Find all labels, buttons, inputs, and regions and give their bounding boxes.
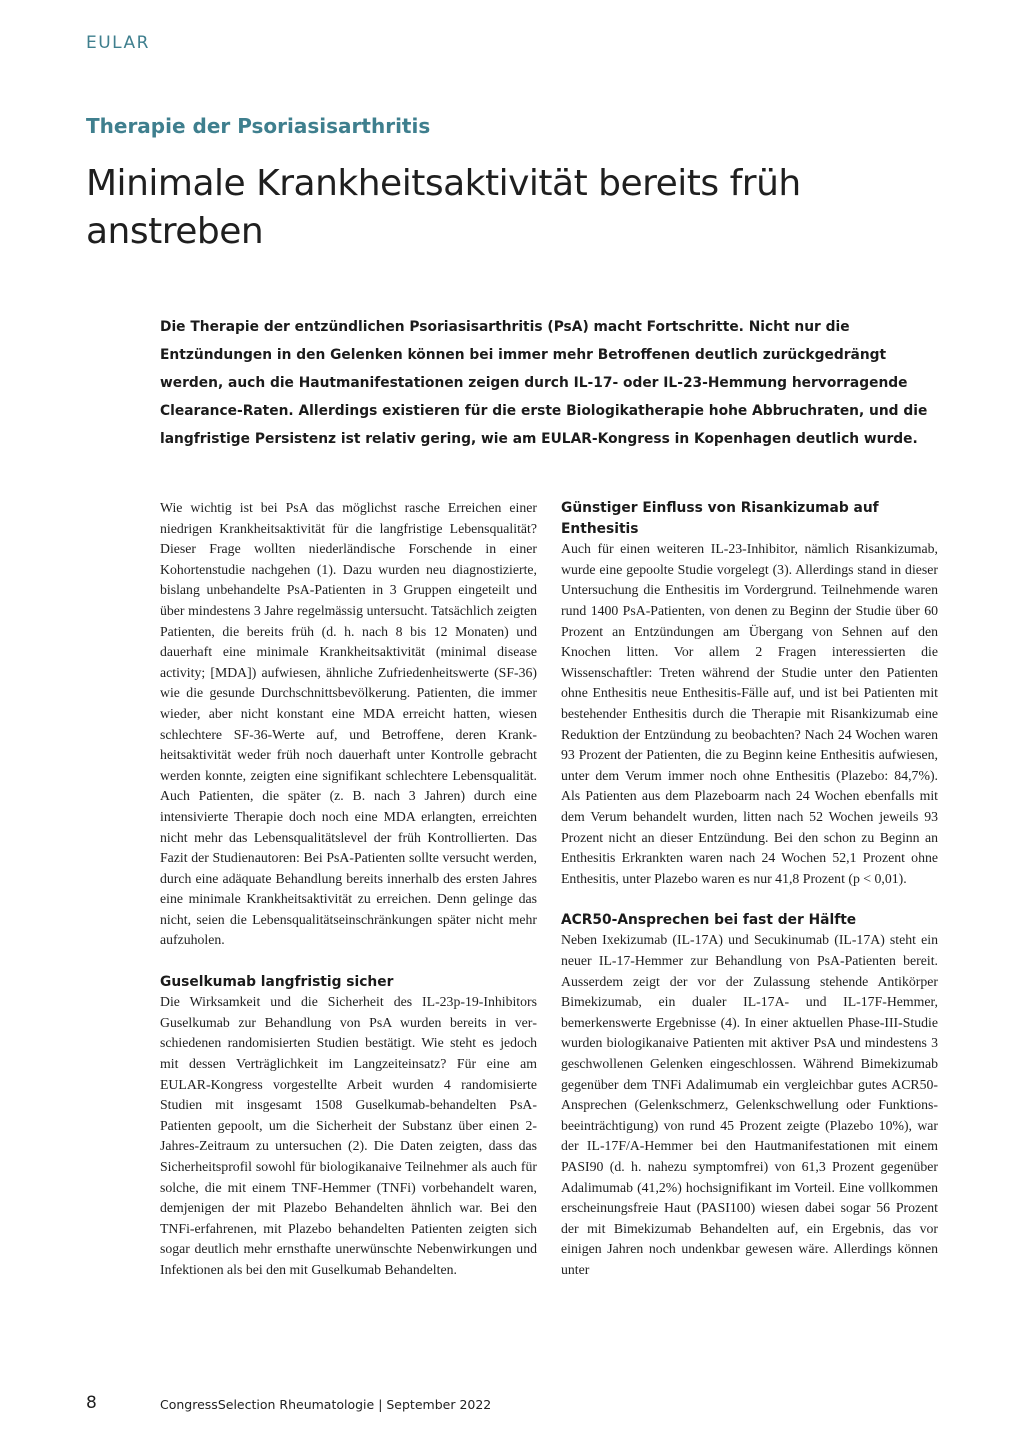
article-lead: Die Therapie der entzündlichen Psoriasisarthritis (PsA) macht Fortschritte. Nicht nur die Entzündungen in den Gelenken können bei immer mehr Betroffenen deutlich zurückgedrängt werden, auch die Hautmanifestationen zeigen durch IL-17- oder IL-23-Hemmung hervorragende Clearance-Raten. Allerdings existieren für die erste Biologikatherapie hohe Abbruchraten, und die langfristige Persistenz ist relativ gering, wie am EULAR-Kongress in Kopenhagen deutlich wurde. — [160, 319, 928, 447]
section-heading-acr50: ACR50-Ansprechen bei fast der Hälfte — [561, 911, 857, 928]
article-headline: Minimale Krankheitsaktivität bereits früh anstreben — [86, 163, 801, 252]
intro-paragraph: Wie wichtig ist bei PsA das möglichst rasche Erreichen einer niedrigen Krankheitsaktivität für die langfristige Lebensqualität? Dieser Frage wollten niederländische Forschende in einer Kohortenstudie nachgehen (1). Dazu wurden neu diagnostizierte, bislang unbehandelte PsA-Patienten in 3 Gruppen eingeteilt und über mindestens 3 Jahre regelmässig untersucht. Tatsächlich zeigten Patienten, die bereits früh (d. h. nach 8 bis 12 Monaten) und dauerhaft eine minimale Krankheitsaktivität (minimal disease activity; [MDA]) aufwiesen, ähnliche Zufriedenheitswerte (SF-36) wie die gesunde Durchschnittsbevölkerung. Patienten, die immer wieder, aber nicht konstant eine MDA erreicht hatten, wiesen schlechtere SF-36-Werte auf, und Betroffene, deren Krankheitsaktivität weder früh noch dauerhaft unter Kontrolle gebracht werden konnte, zeigten eine signifikant schlechtere Lebensqualität. Auch Patienten, die später (z. B. nach 3 Jahren) durch eine intensivierte Therapie doch noch eine MDA erlangten, erreichten nicht mehr das Lebensqualitätslevel der früh Kontrollierten. Das Fazit der Studienautoren: Bei PsA-Patienten sollte versucht werden, durch eine adäquate Behandlung bereits innerhalb des ersten Jahres eine minimale Krankheitsaktivität zu erreichen. Denn gelinge das nicht, seien die Lebensqualitätseinschränkungen später nicht mehr aufzuholen. — [160, 500, 537, 948]
paragraph-acr50: Neben Ixekizumab (IL-17A) und Secukinumab (IL-17A) steht ein neuer IL-17-Hemmer zur Behandlung von PsA-Patienten bereit. Ausserdem zeigt der vor der Zulassung stehende Antikörper Bimekizumab, ein dualer IL-17A- und IL-17F-Hemmer, bemerkenswerte Ergebnisse (4). In einer aktuellen Phase-III-Studie wurden biologikanaive Patienten mit aktiver PsA und mindestens 3 geschwollenen Gelenken eingeschlossen. Während Bimekizumab gegenüber dem TNFi Adalimumab ein vergleichbar gutes ACR50-Ansprechen (Gelenkschmerz, Gelenkschwellung oder Funktionsbeeinträchtigung) von rund 45 Prozent zeigte (Plazebo 10%), war der IL-17F/A-Hemmer bei den Hautmanifestationen mit einem PASI90 (d. h. nahezu symptomfrei) von 61,3 Prozent gegenüber Adalimumab (41,2%) hochsignifikant im Vorteil. Eine vollkommen erscheinungsfreie Haut (PASI100) wiesen dabei sogar 56 Prozent der mit Bimekizumab Behandelten auf, ein Ergebnis, das vor einigen Jahren noch undenkbar gewesen wäre. Allerdings können unter — [561, 932, 938, 1277]
page-number: 8 — [86, 1393, 97, 1413]
left-column — [160, 498, 537, 1281]
section-heading-risankizumab: Günstiger Einfluss von Risankizumab auf Enthesitis — [561, 500, 879, 537]
section-label: EULAR — [86, 33, 150, 53]
paragraph-risankizumab: Auch für einen weiteren IL-23-Inhibitor, nämlich Risankizumab, wurde eine gepoolte Studie vorgelegt (3). Allerdings stand in dieser Untersuchung die Enthesitis im Vordergrund. Teilnehmende waren rund 1400 PsA-Patienten, von denen zu Beginn der Studie über 60 Prozent an Entzündungen am Übergang von Sehnen auf den Knochen litten. Vor allem 2 Fragen interessierten die Wissenschaftler: Treten während der Studie unter den Patienten ohne Enthesitis neue Enthesitis-Fälle auf, und ist bei Patienten mit bestehender Enthesitis durch die Therapie mit Risankizumab eine Reduktion der Entzündung zu beobachten? Nach 24 Wochen waren 93 Prozent der Patienten, die zu Beginn keine Enthesitis aufwiesen, unter dem Verum immer noch ohne Enthesitis (Plazebo: 84,7%). Als Patienten aus dem Plazeboarm nach 24 Wochen ebenfalls mit dem Verum behandelt wurden, litten nach 52 Wochen jeweils 93 Prozent nicht an dieser Entzündung. Bei den schon zu Beginn an Enthesitis Erkrankten waren nach 24 Wochen 52,1 Prozent ohne Enthesitis, unter Plazebo waren es nur 41,8 Prozent (p < 0,01). — [561, 541, 938, 886]
paragraph-guselkumab: Die Wirksamkeit und die Sicherheit des IL-23p-19-Inhibitors Guselkumab zur Behandlung von PsA wurden bereits in verschiedenen randomisierten Studien bestätigt. Wie steht es jedoch mit dessen Verträglichkeit im Langzeiteinsatz? Für eine am EULAR-Kongress vorgestellte Arbeit wurden 4 randomisierte Studien mit insgesamt 1508 Guselkumab-behandelten PsA-Patienten gepoolt, um die Sicherheit der Substanz über einen 2-Jahres-Zeitraum zu untersuchen (2). Die Daten zeigten, dass das Sicherheitsprofil sowohl für biologikanaive Teilnehmer als auch für solche, die mit einem TNF-Hemmer (TNFi) vorbehandelt waren, demjenigen der mit Plazebo Behandelten ähnlich war. Bei den TNFi-erfahrenen, mit Plazebo behandelten Patienten zeigten sich sogar deutlich mehr ernsthafte unerwünschte Nebenwirkungen und Infektionen als bei den mit Guselkumab Behandelten. — [160, 994, 537, 1277]
publication-footer: CongressSelection Rheumatologie | September 2022 — [160, 1397, 492, 1412]
article-kicker: Therapie der Psoriasisarthritis — [86, 114, 431, 138]
right-column — [561, 498, 938, 1281]
section-heading-guselkumab: Guselkumab langfristig sicher — [160, 973, 394, 990]
